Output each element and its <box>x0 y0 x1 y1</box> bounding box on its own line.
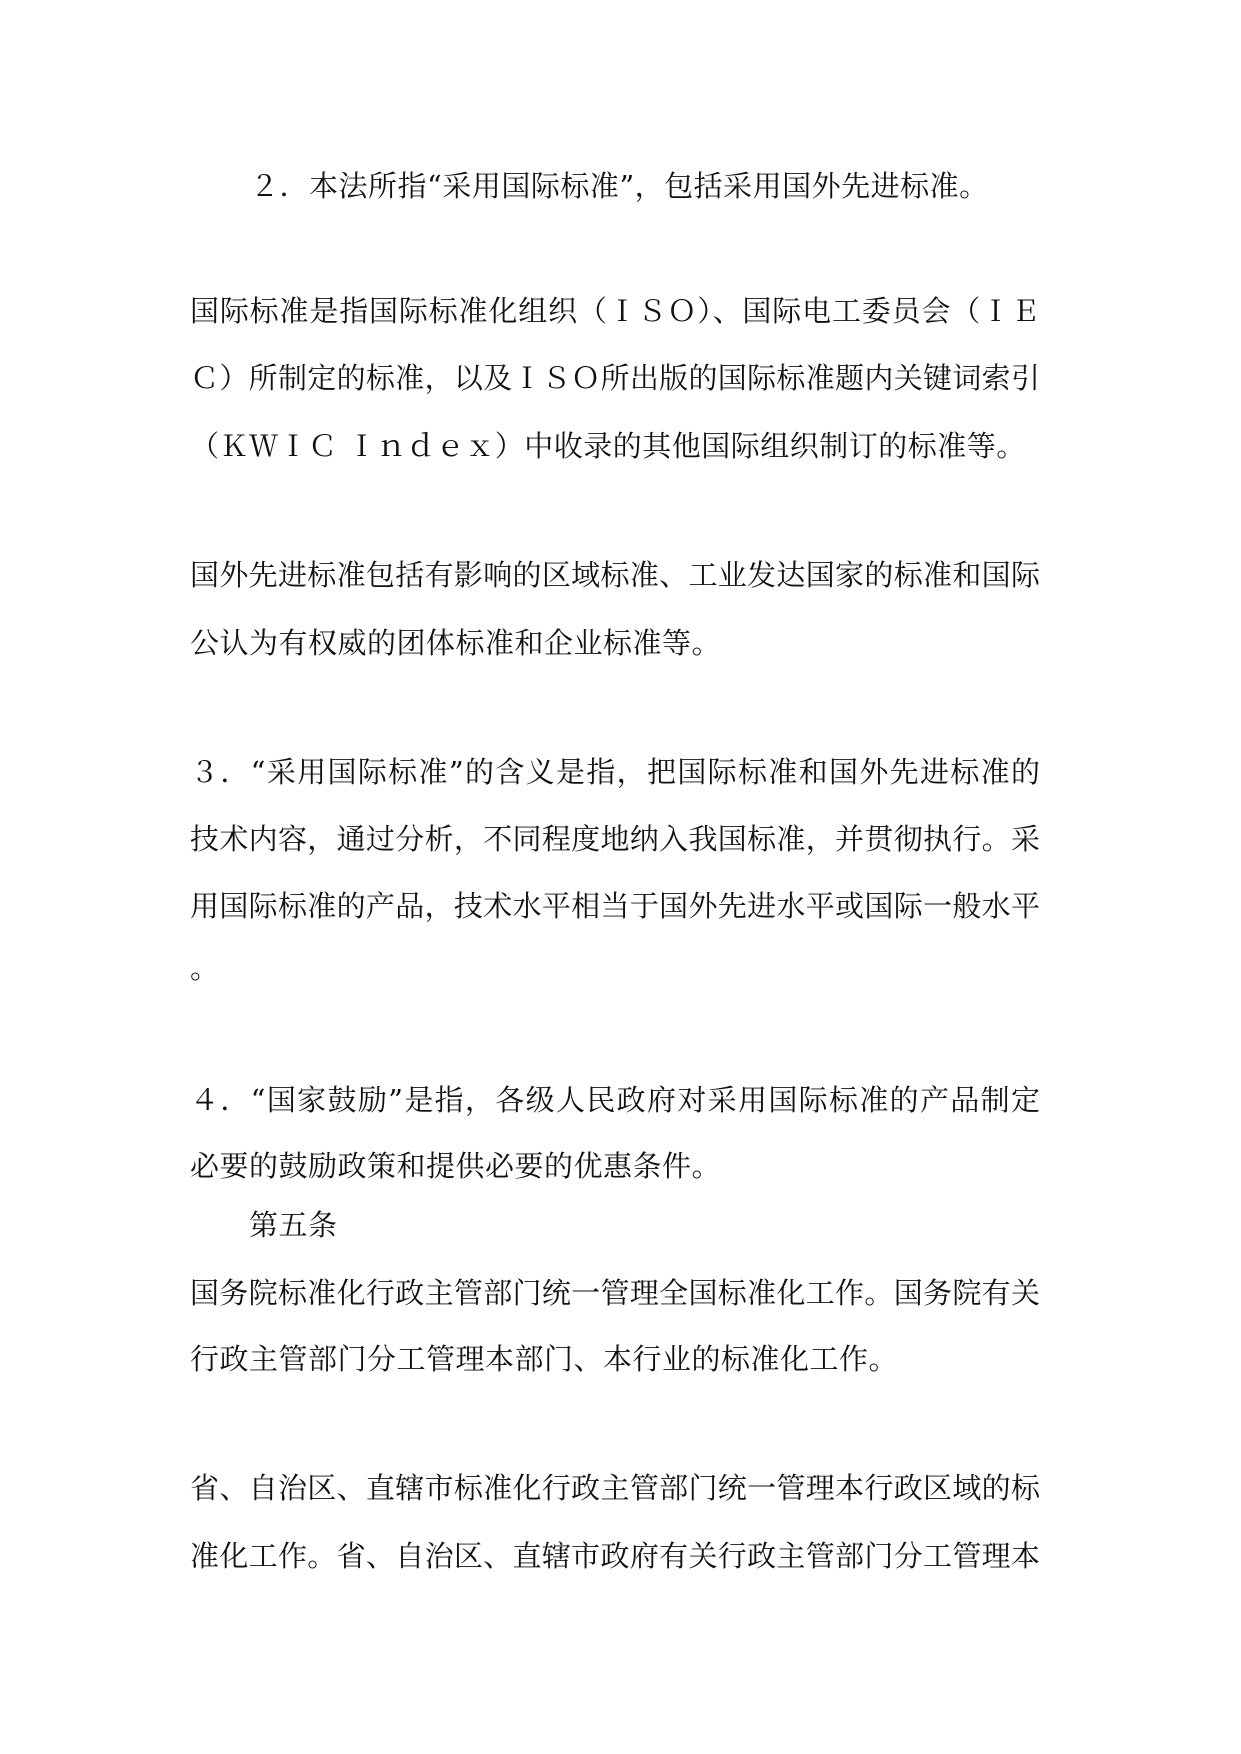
text-line-item-3-1: ３．“采用国际标准”的含义是指，把国际标准和国外先进标准的 <box>190 755 1040 789</box>
text-line-item-4-1: ４．“国家鼓励”是指，各级人民政府对采用国际标准的产品制定 <box>190 1083 1040 1117</box>
article-heading: 第五条 <box>249 1208 338 1242</box>
text-line-item-3-3: 用国际标准的产品，技术水平相当于国外先进水平或国际一般水平 <box>190 889 1040 923</box>
text-line-article-5-2: 行政主管部门分工管理本部门、本行业的标准化工作。 <box>190 1342 899 1376</box>
text-line-intl-standard-2: Ｃ）所制定的标准，以及ＩＳＯ所出版的国际标准题内关键词索引 <box>190 361 1040 395</box>
text-line-provincial-1: 省、自治区、直辖市标准化行政主管部门统一管理本行政区域的标 <box>190 1471 1040 1505</box>
text-line-intl-standard-3: （ＫＷＩＣ Ｉｎｄｅｘ）中收录的其他国际组织制订的标准等。 <box>190 429 1026 463</box>
text-line-foreign-standard-2: 公认为有权威的团体标准和企业标准等。 <box>190 626 722 660</box>
text-line-intl-standard-1: 国际标准是指国际标准化组织（ＩＳＯ）、国际电工委员会（ＩＥ <box>190 294 1040 328</box>
text-line-article-5-1: 国务院标准化行政主管部门统一管理全国标准化工作。国务院有关 <box>190 1276 1040 1310</box>
text-line-item-3-4: 。 <box>190 951 220 985</box>
text-line-item-4-2: 必要的鼓励政策和提供必要的优惠条件。 <box>190 1149 722 1183</box>
text-line-foreign-standard-1: 国外先进标准包括有影响的区域标准、工业发达国家的标准和国际 <box>190 558 1040 592</box>
text-line-provincial-2: 准化工作。省、自治区、直辖市政府有关行政主管部门分工管理本 <box>190 1539 1040 1573</box>
text-line-item-3-2: 技术内容，通过分析，不同程度地纳入我国标准，并贯彻执行。采 <box>190 822 1040 856</box>
text-line-item-2: ２．本法所指“采用国际标准”，包括采用国外先进标准。 <box>250 169 989 203</box>
